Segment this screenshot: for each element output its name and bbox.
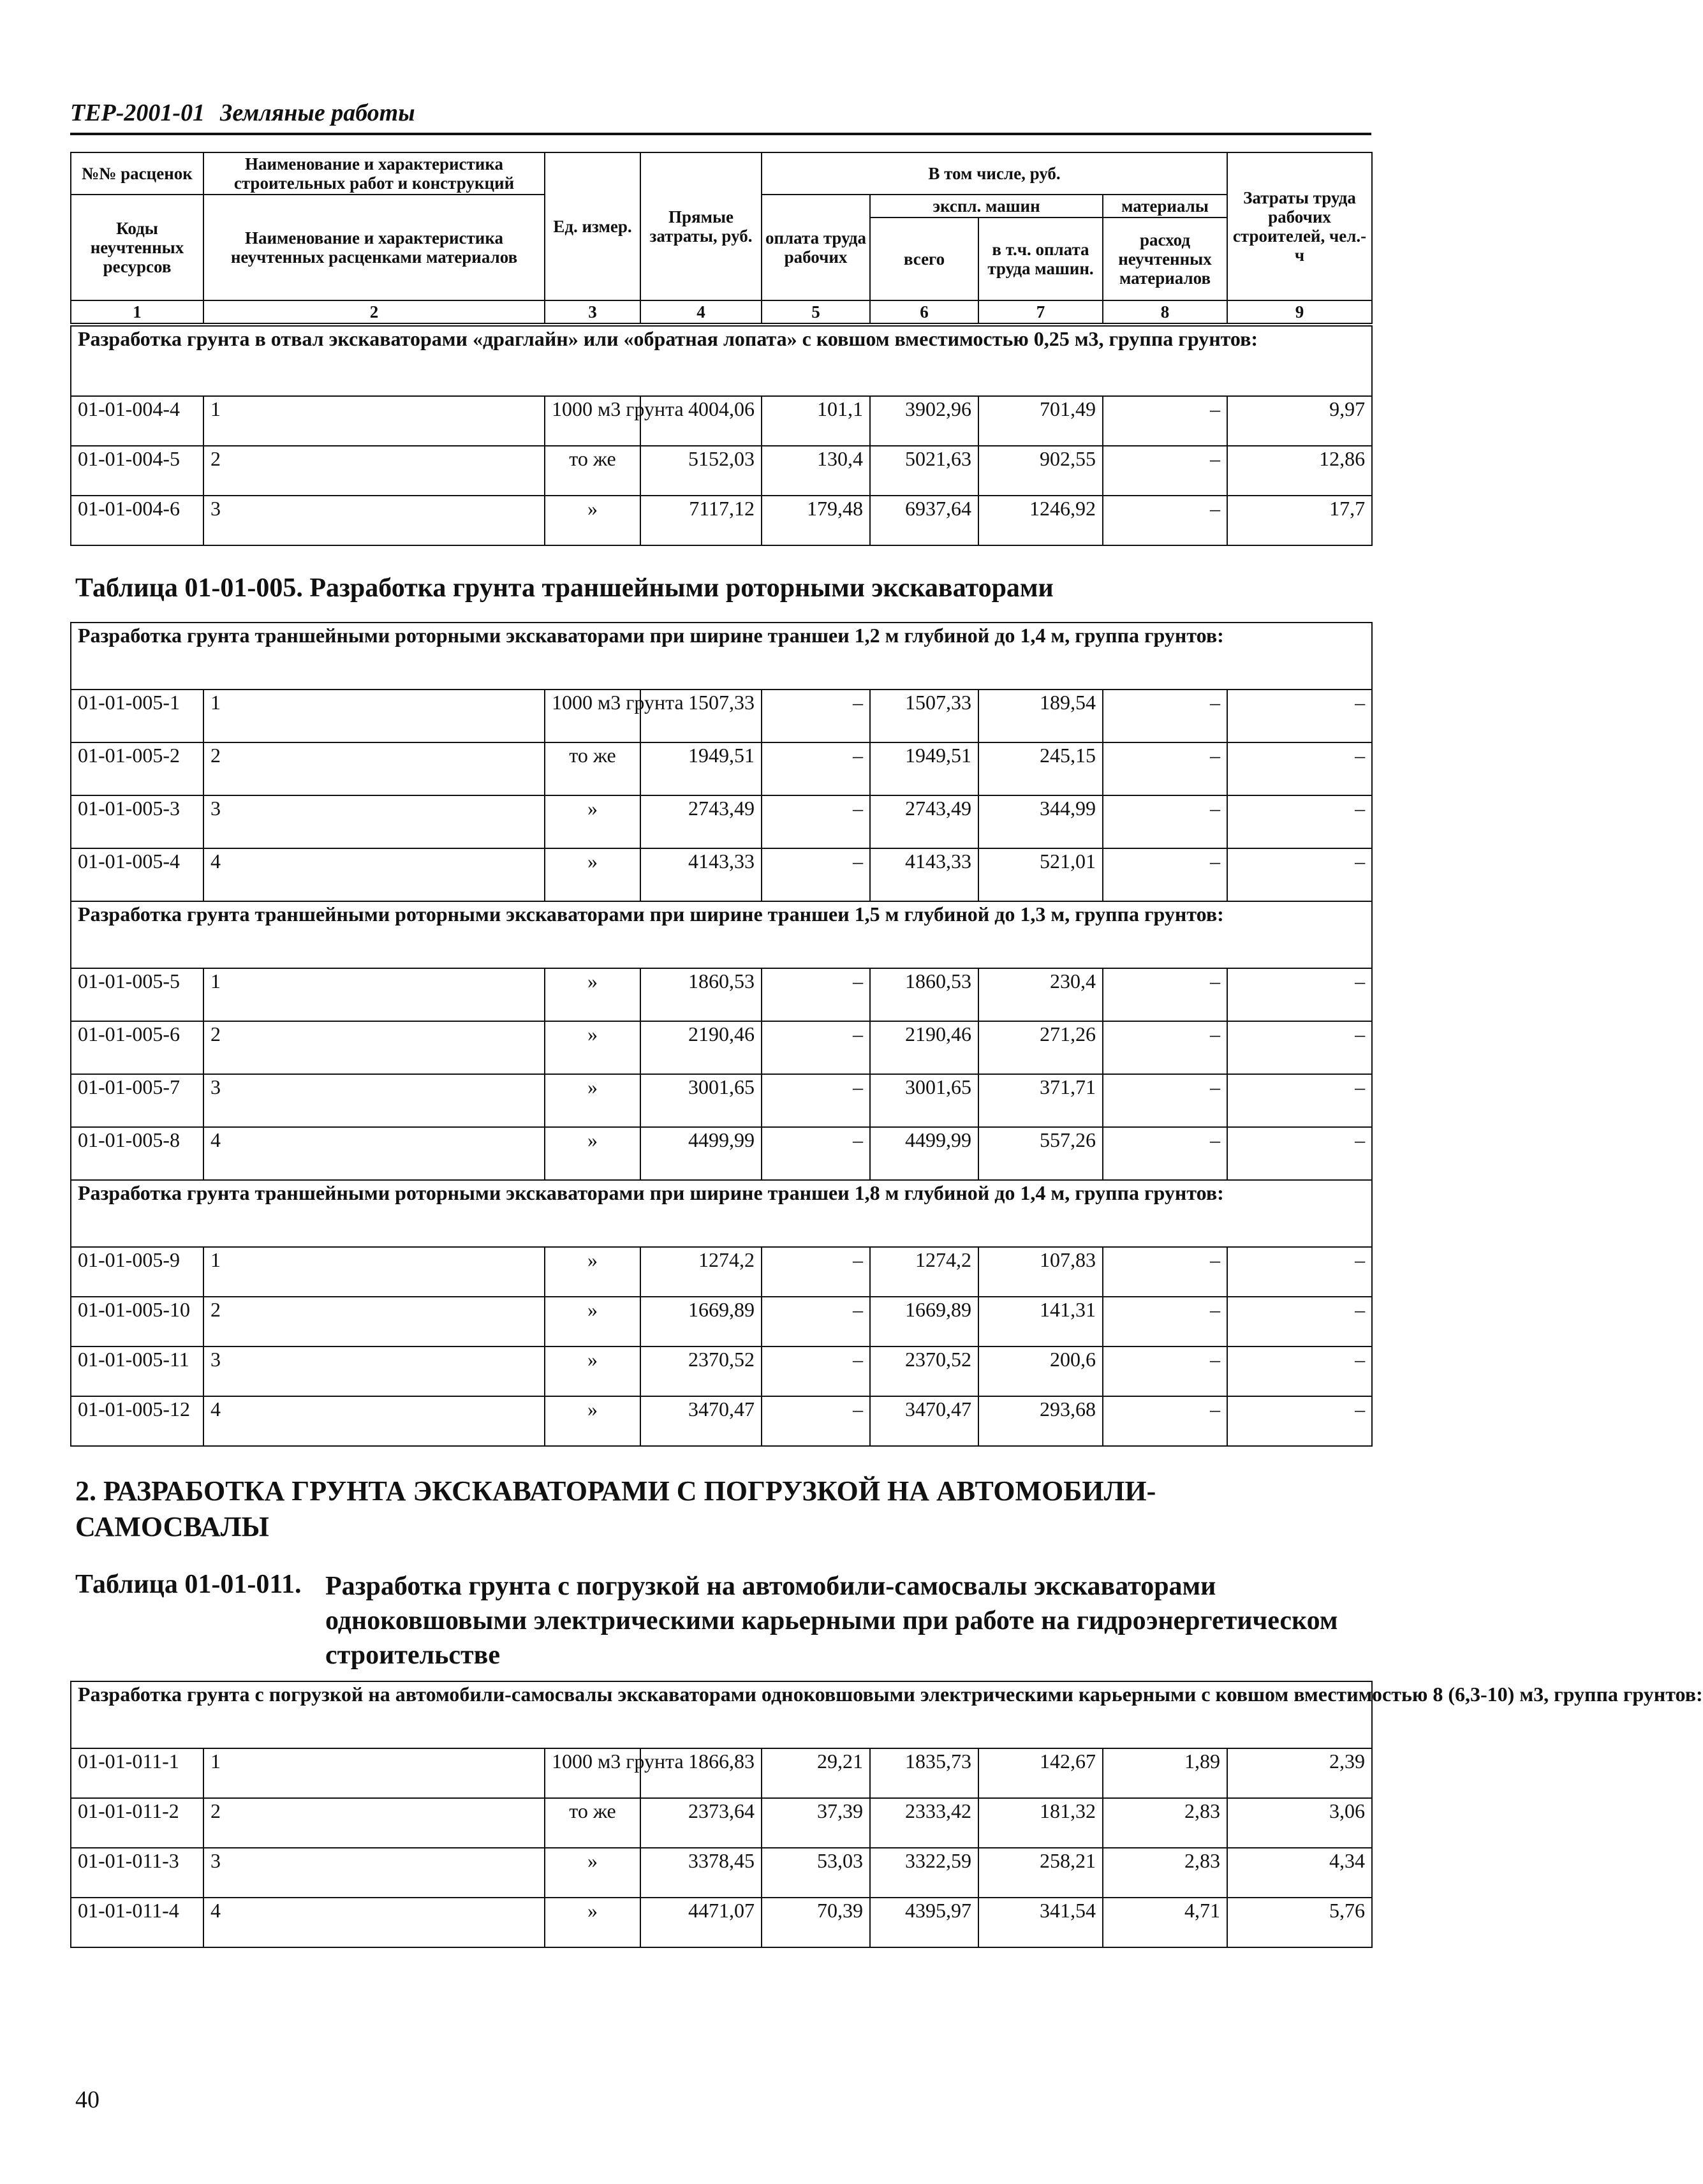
row-materials: 2,83	[1103, 1798, 1227, 1848]
table-row	[71, 795, 1372, 848]
row-code: 01-01-004-6	[71, 496, 203, 545]
row-index: 3	[203, 1347, 545, 1396]
row-hours: –	[1227, 690, 1372, 742]
row-machines: 2333,42	[870, 1798, 978, 1848]
col1-header-a: №№ расценок	[71, 152, 203, 195]
table-row	[71, 1347, 1372, 1396]
row-code: 01-01-005-5	[71, 968, 203, 1021]
row-code: 01-01-011-2	[71, 1798, 203, 1848]
machines-header: экспл. машин	[870, 195, 1103, 218]
row-machines: 3470,47	[870, 1396, 978, 1446]
row-materials: –	[1103, 396, 1227, 446]
row-materials: 1,89	[1103, 1748, 1227, 1798]
row-unit: 1000 м3 грунта	[545, 396, 640, 446]
row-direct: 3470,47	[640, 1396, 762, 1446]
table-caption-005: Таблица 01-01-005. Разработка грунта траншейными роторными экскаваторами	[75, 573, 1054, 603]
row-index: 1	[203, 396, 545, 446]
row-unit: 1000 м3 грунта	[545, 1748, 640, 1798]
row-machine-labor: 142,67	[978, 1748, 1103, 1798]
row-labor: –	[762, 690, 870, 742]
row-machine-labor: 189,54	[978, 690, 1103, 742]
row-hours: –	[1227, 742, 1372, 795]
row-materials: –	[1103, 968, 1227, 1021]
machine-labor-header: в т.ч. оплата труда машин.	[978, 218, 1103, 300]
row-labor: 179,48	[762, 496, 870, 545]
row-materials: –	[1103, 795, 1227, 848]
row-direct: 4471,07	[640, 1898, 762, 1947]
row-machine-labor: 230,4	[978, 968, 1103, 1021]
section-title: 2. РАЗРАБОТКА ГРУНТА ЭКСКАВАТОРАМИ С ПОГРУЗКОЙ НА АВТОМОБИЛИ-САМОСВАЛЫ	[75, 1475, 1156, 1542]
row-labor: –	[762, 1247, 870, 1297]
row-machine-labor: 902,55	[978, 446, 1103, 496]
row-direct: 2370,52	[640, 1347, 762, 1396]
table-row	[71, 1297, 1372, 1347]
row-direct: 2190,46	[640, 1021, 762, 1074]
row-unit: 1000 м3 грунта	[545, 690, 640, 742]
header-rule	[70, 133, 1371, 135]
row-unit: »	[545, 1247, 640, 1297]
row-hours: –	[1227, 1247, 1372, 1297]
row-index: 3	[203, 1848, 545, 1898]
row-code: 01-01-004-5	[71, 446, 203, 496]
table-row	[71, 1074, 1372, 1127]
row-hours: –	[1227, 1021, 1372, 1074]
table-row	[71, 690, 1372, 742]
row-machines: 1669,89	[870, 1297, 978, 1347]
row-direct: 4143,33	[640, 848, 762, 901]
row-hours: 2,39	[1227, 1748, 1372, 1798]
row-direct: 7117,12	[640, 496, 762, 545]
row-machine-labor: 1246,92	[978, 496, 1103, 545]
row-code: 01-01-005-11	[71, 1347, 203, 1396]
row-code: 01-01-011-4	[71, 1898, 203, 1947]
row-machines: 3001,65	[870, 1074, 978, 1127]
row-code: 01-01-005-2	[71, 742, 203, 795]
row-labor: –	[762, 1297, 870, 1347]
row-machines: 4499,99	[870, 1127, 978, 1180]
row-direct: 1860,53	[640, 968, 762, 1021]
row-machines: 1274,2	[870, 1247, 978, 1297]
col3-header: Ед. измер.	[545, 152, 640, 300]
row-labor: –	[762, 1074, 870, 1127]
page-number: 40	[75, 2086, 100, 2113]
row-index: 4	[203, 1396, 545, 1446]
row-machine-labor: 107,83	[978, 1247, 1103, 1297]
row-direct: 1669,89	[640, 1297, 762, 1347]
row-code: 01-01-005-10	[71, 1297, 203, 1347]
row-unit: »	[545, 1898, 640, 1947]
row-unit: »	[545, 1021, 640, 1074]
row-hours: 5,76	[1227, 1898, 1372, 1947]
row-index: 4	[203, 848, 545, 901]
row-machine-labor: 701,49	[978, 396, 1103, 446]
row-unit: »	[545, 968, 640, 1021]
row-hours: 9,97	[1227, 396, 1372, 446]
table-01-01-004	[70, 325, 1373, 546]
row-machines: 1835,73	[870, 1748, 978, 1798]
row-code: 01-01-005-4	[71, 848, 203, 901]
row-direct: 5152,03	[640, 446, 762, 496]
row-materials: –	[1103, 848, 1227, 901]
row-labor: –	[762, 742, 870, 795]
materials-unacc-header: расход неучтенных материалов	[1103, 218, 1227, 300]
page-header-section: Земляные работы	[220, 100, 415, 126]
row-unit: »	[545, 1848, 640, 1898]
row-materials: 2,83	[1103, 1848, 1227, 1898]
row-machines: 1507,33	[870, 690, 978, 742]
row-machines: 3322,59	[870, 1848, 978, 1898]
row-machines: 2370,52	[870, 1347, 978, 1396]
row-unit: »	[545, 1396, 640, 1446]
row-code: 01-01-011-1	[71, 1748, 203, 1798]
row-labor: 130,4	[762, 446, 870, 496]
row-index: 2	[203, 742, 545, 795]
row-direct: 3378,45	[640, 1848, 762, 1898]
col-num-5: 5	[762, 300, 870, 323]
group-description: Разработка грунта в отвал экскаваторами «драглайн» или «обратная лопата» с ковшом вместимостью 0,25 м3, группа грунтов:	[71, 326, 1372, 396]
table-row	[71, 496, 1372, 545]
row-code: 01-01-005-7	[71, 1074, 203, 1127]
col-num-7: 7	[978, 300, 1103, 323]
group-description: Разработка грунта траншейными роторными экскаваторами при ширине траншеи 1,2 м глубиной до 1,4 м, группа грунтов:	[71, 623, 1372, 690]
col-num-2: 2	[203, 300, 545, 323]
row-index: 2	[203, 1297, 545, 1347]
row-machines: 1860,53	[870, 968, 978, 1021]
row-machine-labor: 341,54	[978, 1898, 1103, 1947]
table-01-01-011	[70, 1681, 1703, 1948]
row-code: 01-01-005-3	[71, 795, 203, 848]
row-materials: –	[1103, 1021, 1227, 1074]
row-materials: –	[1103, 1297, 1227, 1347]
row-hours: –	[1227, 1074, 1372, 1127]
row-hours: –	[1227, 795, 1372, 848]
row-machine-labor: 181,32	[978, 1798, 1103, 1848]
table-01-01-005	[70, 622, 1373, 1447]
row-materials: –	[1103, 446, 1227, 496]
row-unit: то же	[545, 1798, 640, 1848]
table-row	[71, 968, 1372, 1021]
group-description: Разработка грунта с погрузкой на автомобили-самосвалы экскаваторами одноковшовыми электрическими карьерными с ковшом вместимостью 8 (6,3-10) м3, группа грунтов:	[71, 1681, 1372, 1748]
row-labor: 70,39	[762, 1898, 870, 1947]
row-labor: 101,1	[762, 396, 870, 446]
row-labor: –	[762, 968, 870, 1021]
table-row	[71, 1898, 1372, 1947]
row-materials: –	[1103, 742, 1227, 795]
row-unit: »	[545, 1297, 640, 1347]
row-labor: 29,21	[762, 1748, 870, 1798]
row-labor: 37,39	[762, 1798, 870, 1848]
row-direct: 2743,49	[640, 795, 762, 848]
row-machines: 2190,46	[870, 1021, 978, 1074]
col-num-9: 9	[1227, 300, 1372, 323]
row-materials: 4,71	[1103, 1898, 1227, 1947]
row-index: 3	[203, 1074, 545, 1127]
row-machines: 1949,51	[870, 742, 978, 795]
col-num-4: 4	[640, 300, 762, 323]
row-labor: –	[762, 848, 870, 901]
row-direct: 1507,33	[640, 690, 762, 742]
row-materials: –	[1103, 1247, 1227, 1297]
row-code: 01-01-004-4	[71, 396, 203, 446]
materials-header: материалы	[1103, 195, 1227, 218]
row-machine-labor: 521,01	[978, 848, 1103, 901]
row-machine-labor: 200,6	[978, 1347, 1103, 1396]
row-machine-labor: 557,26	[978, 1127, 1103, 1180]
row-index: 2	[203, 446, 545, 496]
row-index: 3	[203, 496, 545, 545]
row-machines: 5021,63	[870, 446, 978, 496]
row-index: 1	[203, 1748, 545, 1798]
col2-header-a: Наименование и характеристика строительных рабοт и конструкций	[203, 152, 545, 195]
row-labor: –	[762, 1021, 870, 1074]
row-hours: –	[1227, 1347, 1372, 1396]
row-direct: 4499,99	[640, 1127, 762, 1180]
row-materials: –	[1103, 1074, 1227, 1127]
row-machines: 4395,97	[870, 1898, 978, 1947]
row-unit: »	[545, 496, 640, 545]
page-header-code: ТЕР-2001-01	[70, 100, 205, 126]
row-hours: 3,06	[1227, 1798, 1372, 1848]
row-machines: 3902,96	[870, 396, 978, 446]
table-row	[71, 1848, 1372, 1898]
row-index: 1	[203, 968, 545, 1021]
row-index: 2	[203, 1798, 545, 1848]
row-machine-labor: 371,71	[978, 1074, 1103, 1127]
col-num-6: 6	[870, 300, 978, 323]
row-index: 1	[203, 690, 545, 742]
table-row	[71, 396, 1372, 446]
row-machine-labor: 258,21	[978, 1848, 1103, 1898]
col9-header: Затраты труда рабочих строителей, чел.-ч	[1227, 152, 1372, 300]
table-row	[71, 742, 1372, 795]
row-hours: –	[1227, 848, 1372, 901]
row-index: 4	[203, 1127, 545, 1180]
row-unit: »	[545, 795, 640, 848]
table-row	[71, 848, 1372, 901]
table-row	[71, 1247, 1372, 1297]
table-row	[71, 1748, 1372, 1798]
row-direct: 4004,06	[640, 396, 762, 446]
row-unit: »	[545, 848, 640, 901]
row-direct: 2373,64	[640, 1798, 762, 1848]
row-code: 01-01-005-9	[71, 1247, 203, 1297]
col-num-8: 8	[1103, 300, 1227, 323]
row-labor: –	[762, 795, 870, 848]
row-index: 1	[203, 1247, 545, 1297]
group-description: Разработка грунта траншейными роторными экскаваторами при ширине траншеи 1,5 м глубиной до 1,3 м, группа грунтов:	[71, 901, 1372, 968]
col-num-3: 3	[545, 300, 640, 323]
row-hours: –	[1227, 1297, 1372, 1347]
table-caption-011-text: Разработка грунта с погрузкой на автомобили-самосвалы экскаваторами одноковшовыми электрическими карьерными при работе на гидроэнергетическом строительстве	[325, 1572, 1338, 1670]
col-num-1: 1	[71, 300, 203, 323]
group-description: Разработка грунта траншейными роторными экскаваторами при ширине траншеи 1,8 м глубиной до 1,4 м, группа грунтов:	[71, 1180, 1372, 1247]
col1-header-b: Коды неучтенных ресурсов	[71, 195, 203, 300]
row-machine-labor: 245,15	[978, 742, 1103, 795]
row-hours: 4,34	[1227, 1848, 1372, 1898]
row-code: 01-01-005-1	[71, 690, 203, 742]
row-machine-labor: 141,31	[978, 1297, 1103, 1347]
row-code: 01-01-011-3	[71, 1848, 203, 1898]
row-index: 2	[203, 1021, 545, 1074]
row-unit: »	[545, 1127, 640, 1180]
row-code: 01-01-005-8	[71, 1127, 203, 1180]
row-machine-labor: 344,99	[978, 795, 1103, 848]
row-unit: то же	[545, 742, 640, 795]
row-direct: 3001,65	[640, 1074, 762, 1127]
table-row	[71, 1127, 1372, 1180]
row-labor: –	[762, 1347, 870, 1396]
table-caption-011-label: Таблица 01-01-011.	[75, 1570, 302, 1599]
col2-header-b: Наименование и характеристика неучтенных расценками материалов	[203, 195, 545, 300]
row-hours: 17,7	[1227, 496, 1372, 545]
row-materials: –	[1103, 1127, 1227, 1180]
row-unit: »	[545, 1347, 640, 1396]
table-row	[71, 446, 1372, 496]
table-row	[71, 1396, 1372, 1446]
row-code: 01-01-005-6	[71, 1021, 203, 1074]
row-labor: –	[762, 1396, 870, 1446]
row-machines: 4143,33	[870, 848, 978, 901]
row-labor: –	[762, 1127, 870, 1180]
row-hours: –	[1227, 968, 1372, 1021]
table-row	[71, 1021, 1372, 1074]
row-direct: 1949,51	[640, 742, 762, 795]
row-machines: 6937,64	[870, 496, 978, 545]
row-hours: –	[1227, 1396, 1372, 1446]
row-machine-labor: 271,26	[978, 1021, 1103, 1074]
labor-header: оплата труда рабочих	[762, 195, 870, 300]
row-machine-labor: 293,68	[978, 1396, 1103, 1446]
row-machines: 2743,49	[870, 795, 978, 848]
row-materials: –	[1103, 1396, 1227, 1446]
incl-header: В том числе, руб.	[762, 152, 1227, 195]
row-materials: –	[1103, 690, 1227, 742]
row-direct: 1274,2	[640, 1247, 762, 1297]
row-hours: –	[1227, 1127, 1372, 1180]
row-index: 3	[203, 795, 545, 848]
table-header	[70, 152, 1373, 324]
row-hours: 12,86	[1227, 446, 1372, 496]
row-materials: –	[1103, 496, 1227, 545]
row-code: 01-01-005-12	[71, 1396, 203, 1446]
row-unit: »	[545, 1074, 640, 1127]
row-labor: 53,03	[762, 1848, 870, 1898]
row-materials: –	[1103, 1347, 1227, 1396]
row-index: 4	[203, 1898, 545, 1947]
all-header: всего	[870, 218, 978, 300]
col4-header: Прямые затраты, руб.	[640, 152, 762, 300]
row-direct: 1866,83	[640, 1748, 762, 1798]
row-unit: то же	[545, 446, 640, 496]
table-row	[71, 1798, 1372, 1848]
